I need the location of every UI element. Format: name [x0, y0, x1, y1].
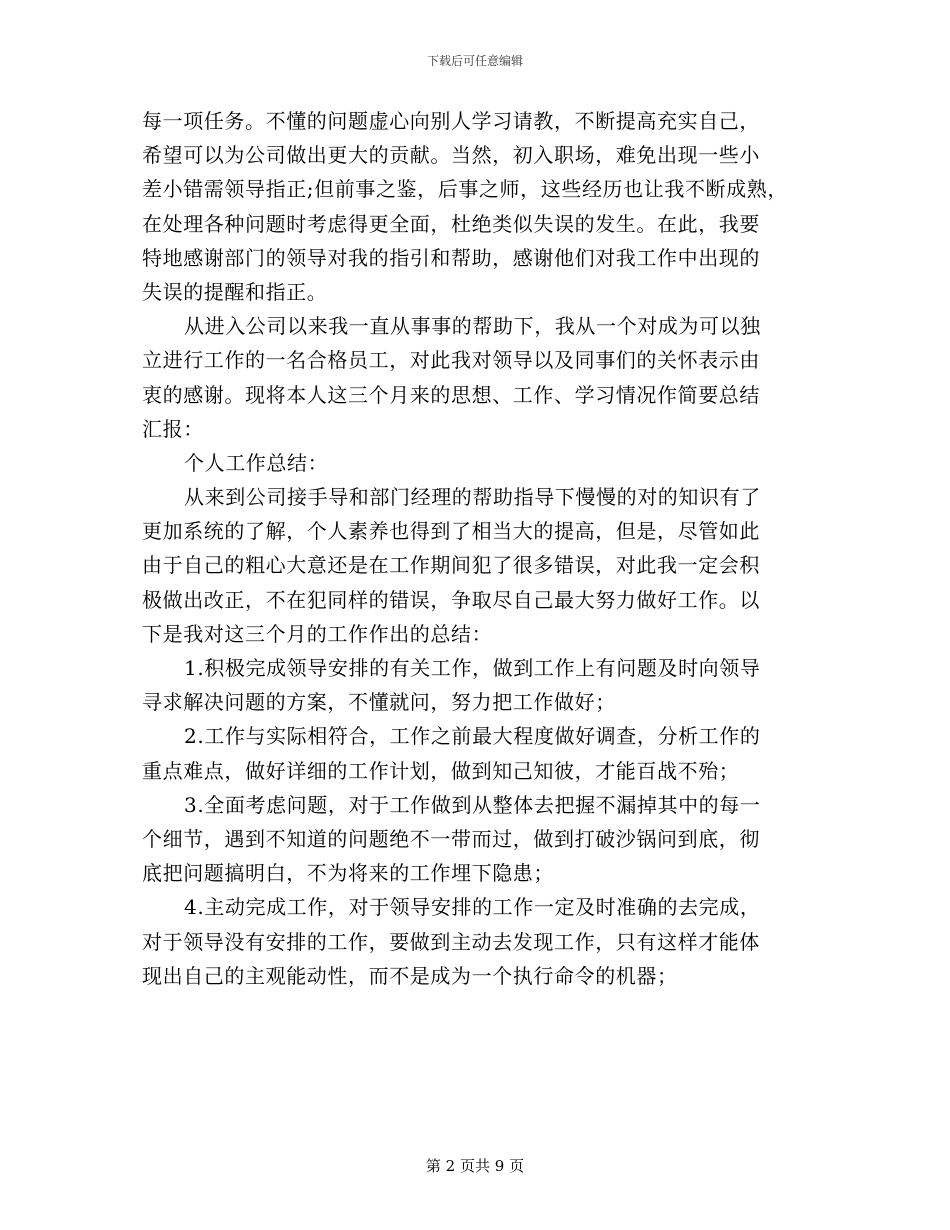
body-line: 差小错需领导指正;但前事之鉴，后事之师，这些经历也让我不断成熟，	[142, 177, 788, 202]
paragraph-first-line: 从进入公司以来我一直从事事的帮助下，我从一个对成为可以独	[184, 314, 761, 339]
body-line: 希望可以为公司做出更大的贡献。当然，初入职场，难免出现一些小	[142, 143, 760, 168]
body-line: 极做出改正，不在犯同样的错误，争取尽自己最大努力做好工作。以	[142, 587, 760, 612]
page-header: 下载后可任意编辑	[426, 54, 523, 68]
body-line: 更加系统的了解，个人素养也得到了相当大的提高，但是，尽管如此	[142, 519, 760, 544]
document-body	[142, 104, 822, 993]
list-item-2: 2.工作与实际相符合，工作之前最大程度做好调查，分析工作的	[184, 724, 761, 749]
body-line: 立进行工作的一名合格员工，对此我对领导以及同事们的关怀表示由	[142, 348, 760, 373]
body-line: 由于自己的粗心大意还是在工作期间犯了很多错误，对此我一定会积	[142, 553, 760, 578]
body-line: 失误的提醒和指正。	[142, 279, 328, 304]
list-item-1: 1.积极完成领导安排的有关工作，做到工作上有问题及时向领导	[184, 656, 761, 680]
body-line: 现出自己的主观能动性，而不是成为一个执行命令的机器；	[142, 963, 678, 988]
body-line: 个细节，遇到不知道的问题绝不一带而过，做到打破沙锅问到底，彻	[142, 826, 760, 851]
body-line: 在处理各种问题时考虑得更全面，杜绝类似失误的发生。在此，我要	[142, 211, 760, 236]
body-line: 下是我对这三个月的工作作出的总结：	[142, 621, 493, 646]
body-line: 每一项任务。不懂的问题虚心向别人学习请教，不断提高充实自己，	[142, 109, 760, 133]
body-line: 底把问题搞明白，不为将来的工作埋下隐患；	[142, 861, 554, 886]
body-line: 对于领导没有安排的工作，要做到主动去发现工作，只有这样才能体	[142, 929, 760, 954]
body-line: 汇报：	[142, 416, 204, 441]
body-line: 衷的感谢。现将本人这三个月来的思想、工作、学习情况作简要总结	[142, 382, 760, 407]
body-line: 寻求解决问题的方案，不懂就问，努力把工作做好；	[142, 690, 616, 715]
list-item-4: 4.主动完成工作，对于领导安排的工作一定及时准确的去完成，	[184, 895, 761, 920]
page-number-footer: 第 2 页共 9 页	[425, 1157, 525, 1175]
body-line: 特地感谢部门的领导对我的指引和帮助，感谢他们对我工作中出现的	[142, 245, 760, 270]
paragraph-first-line: 从来到公司接手导和部门经理的帮助指导下慢慢的对的知识有了	[184, 485, 761, 510]
section-heading: 个人工作总结：	[184, 450, 329, 475]
body-line: 重点难点，做好详细的工作计划，做到知己知彼，才能百战不殆；	[142, 758, 740, 783]
list-item-3: 3.全面考虑问题，对于工作做到从整体去把握不漏掉其中的每一	[184, 792, 761, 817]
